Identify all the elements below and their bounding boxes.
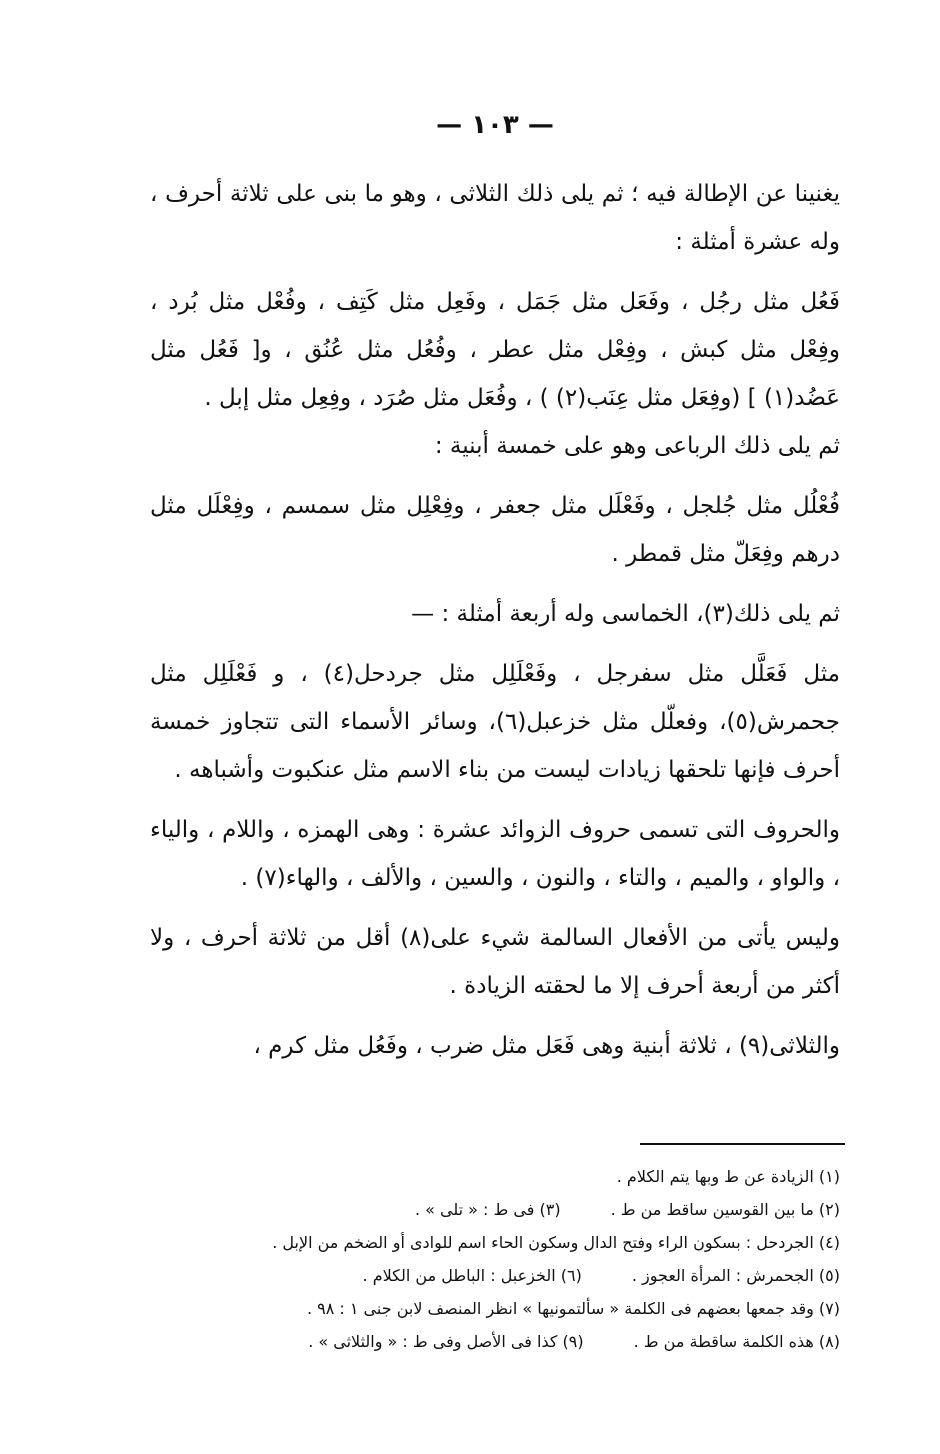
paragraph: والحروف التى تسمى حروف الزوائد عشرة : وهى الهمزه ، واللام ، والياء ، والواو ، والميم ، والتاء ، والنون ، والسين ، والألف ، والهاء(٧) . [150,817,840,891]
paragraph: مثل فَعَلَّل مثل سفرجل ، وفَعْلَلِل مثل جردحل(٤) ، و فَعْلَلِل مثل جحمرش(٥)، وفعلّل مثل خزعبل(٦)، وسائر الأسماء التى تتجاوز خمسة أحرف فإنها تلحقها زيادات ليست من بناء الاسم مثل عنكبوت وأشباهه . [150,661,840,783]
paragraph: والثلاثى(٩) ، ثلاثة أبنية وهى فَعَل مثل ضرب ، وفَعُل مثل كرم ، [253,1033,840,1059]
footnote: (٩) كذا فى الأصل وفى ط : « والثلاثى » . [308,1332,584,1351]
footnote-divider [640,1143,845,1145]
footnote-line [150,1259,840,1292]
footnote: (٥) الجحمرش : المرأة العجوز . [631,1266,840,1285]
footnotes [150,1160,840,1358]
footnote-line [150,1226,840,1259]
footnote: (٣) فى ط : « تلى » . [414,1200,561,1219]
footnote: (٤) الجردحل : بسكون الراء وفتح الدال وسكون الحاء اسم للوادى أو الضخم من الإبل . [272,1233,840,1252]
paragraph: وليس يأتى من الأفعال السالمة شيء على(٨) أقل من ثلاثة أحرف ، ولا أكثر من أربعة أحرف إلا ما لحقته الزيادة . [150,925,840,999]
footnote: (١) الزيادة عن ط وبها يتم الكلام . [616,1167,840,1186]
paragraph: فَعُل مثل رجُل ، وفَعَل مثل جَمَل ، وفَعِل مثل كَتِف ، وفُعْل مثل بُرد ، وفِعْل مثل كبش ، وفِعْل مثل عطر ، وفُعُل مثل عُنُق ، و[ فَعُل مثل عَضُد(١) ] (وفِعَل مثل عِنَب(٢) ) ، وفُعَل مثل صُرَد ، وفِعِل مثل إبل . [150,289,840,411]
paragraph: ثم يلى ذلك الرباعى وهو على خمسة أبنية : [434,433,840,459]
paragraph: يغنينا عن الإطالة فيه ؛ ثم يلى ذلك الثلاثى ، وهو ما بنى على ثلاثة أحرف ، وله عشرة أمثلة : [150,181,840,255]
footnote-line [150,1325,840,1358]
footnote: (٦) الخزعبل : الباطل من الكلام . [362,1266,582,1285]
footnote: (٧) وقد جمعها بعضهم فى الكلمة « سألتمونيها » انظر المنصف لابن جنى ١ : ٩٨ . [306,1299,840,1318]
main-text [150,170,840,1070]
footnote-line [150,1160,840,1193]
footnote: (٨) هذه الكلمة ساقطة من ط . [633,1332,840,1351]
page-number: — ١٠٣ — [436,110,554,140]
paragraph: ثم يلى ذلك(٣)، الخماسى وله أربعة أمثلة : — [411,601,840,627]
paragraph: فُعْلُل مثل جُلجل ، وفَعْلَل مثل جعفر ، وفِعْلِل مثل سمسم ، وفِعْلَل مثل درهم وفِعَلّ مثل قمطر . [150,493,840,567]
footnote: (٢) ما بين القوسين ساقط من ط . [610,1200,840,1219]
footnote-line [150,1193,840,1226]
footnote-line [150,1292,840,1325]
